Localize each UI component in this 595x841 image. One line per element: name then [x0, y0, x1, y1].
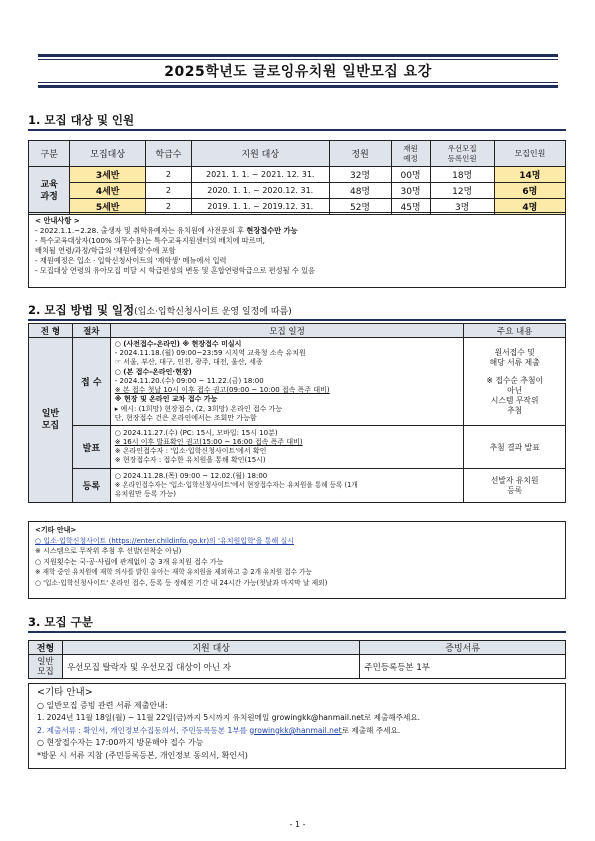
content-line: 선발자 유치원	[490, 475, 539, 485]
content-line: 원서접수 및	[494, 347, 535, 357]
notice-link-line[interactable]: ○ 입소·입학신청사이트 (https://enter.childinfo.go.kr)의 '유치원입학'을 통해 실시	[35, 536, 294, 545]
recruit-table-header	[29, 141, 566, 167]
schedule-line: ※ 온라인접수자 : '입소·입학신청사이트'에서 확인	[114, 447, 267, 455]
schedule-line: ○ 2024.11.27.(수) (PC: 15시, 모바일: 15시 10분)	[114, 428, 278, 437]
step-cell: 등록	[72, 469, 110, 503]
range-cell: 2021. 1. 1. ~ 2021. 12. 31.	[191, 167, 329, 183]
page-title: 2025학년도 글로잉유치원 일반모집 요강	[164, 64, 432, 80]
step-cell: 접 수	[72, 338, 110, 426]
title-banner	[38, 54, 558, 88]
section2-heading	[28, 302, 292, 318]
content-cell: 추첨 결과 발표	[464, 426, 566, 469]
header-cell: 증빙서류	[360, 641, 566, 655]
header-cell: 재원 예정	[391, 141, 430, 167]
content-cell	[464, 469, 566, 503]
notice-line: ○ 일반모집 증빙 관련 서류 제출안내:	[37, 700, 168, 710]
recruit-cell: 14명	[494, 167, 565, 183]
notice-box-2	[28, 521, 566, 599]
capacity-cell: 52명	[329, 199, 391, 215]
notice-text: 2. 제출서류 : 확인서, 개인정보수집동의서, 주민등록등본 1부를	[37, 725, 250, 735]
range-cell: 2019. 1. 1. ~ 2019.12. 31.	[191, 199, 329, 215]
content-spacer	[466, 368, 563, 376]
enrolled-cell: 30명	[391, 183, 430, 199]
content-line: 등록	[507, 485, 523, 495]
notice-line: - 모집대상 연령의 유아모집 미달 시 학급편성의 변동 및 혼합연령학급으로 편성될 수 있음	[35, 266, 315, 275]
schedule-cell	[110, 338, 464, 426]
header-cell: 학급수	[146, 141, 192, 167]
content-cell	[464, 338, 566, 426]
content-line: 추첨	[507, 405, 523, 415]
recruit-cell: 6명	[494, 183, 565, 199]
schedule-line: ☞ 서울, 부산, 대구, 인천, 광주, 대전, 울산, 세종	[114, 358, 263, 367]
priority-cell: 3명	[430, 199, 494, 215]
schedule-line: ※ 본 접수 첫날 10시 이후 접수 권고(09:00 ~ 10:00 접속 폭주 대비)	[114, 386, 330, 395]
schedule-table-header	[29, 324, 566, 338]
notice-line: ○ 현장접수자는 17:00까지 방문해야 접수 가능	[37, 738, 204, 748]
schedule-line: ※ 16시 이후 발표확인 권고(15:00 ~ 16:00 접속 폭주 대비)	[114, 437, 303, 446]
classes-cell: 2	[146, 199, 192, 215]
notice-line: 1. 2024년 11월 18일(월) ~ 11월 22일(금)까지 5시까지 유치원메일 growingkk@hanmail.net로 제출해주세요.	[37, 713, 421, 723]
table-row	[29, 426, 566, 469]
schedule-line: ※ 현장 및 온라인 교차 접수 가능	[114, 395, 218, 404]
recruit-cell: 4명	[494, 199, 565, 215]
section2-heading-sub: (입소·입학신청사이트 운영 일정에 따름)	[134, 307, 292, 317]
notice-title: <기타 안내>	[37, 687, 93, 698]
header-cell: 우선모집 등록인원	[430, 141, 494, 167]
notice-line: *방문 시 서류 지참 (주민등록등본, 개인정보 동의서, 확인서)	[37, 750, 248, 760]
doc-cell: 주민등록등본 1부	[360, 655, 566, 679]
notice-box-1	[28, 212, 566, 288]
enrolled-cell: 45명	[391, 199, 430, 215]
recruit-table	[28, 140, 566, 215]
category-table-header	[29, 641, 566, 655]
section1-heading: 1. 모집 대상 및 인원	[28, 113, 135, 127]
content-line: ※ 접수순 추첨이	[486, 375, 544, 385]
content-line: 시스템 무작위	[490, 395, 539, 405]
capacity-cell: 32명	[329, 167, 391, 183]
enrolled-cell: 00명	[391, 167, 430, 183]
section3-heading: 3. 모집 구분	[28, 615, 93, 629]
schedule-line: ※ 현장접수자 : 접수한 유치원을 통해 확인(15시)	[114, 456, 266, 465]
schedule-line: 단, 현장접수 건은 온라인에서는 조회만 가능함	[114, 413, 257, 422]
notice-line: ○ 지원횟수는 국·공·사립에 관계없이 총 3개 유치원 접수 가능	[35, 557, 224, 566]
schedule-cell	[110, 426, 464, 469]
schedule-line: ○ (사전접수-온라인) ※ 현장접수 미실시	[114, 340, 242, 349]
header-cell: 모집 일정	[110, 324, 464, 338]
table-row	[29, 655, 566, 679]
header-cell: 전형	[29, 641, 63, 655]
step-cell: 발표	[72, 426, 110, 469]
target-cell: 4세반	[70, 183, 146, 199]
classes-cell: 2	[146, 183, 192, 199]
section2-rule	[28, 319, 566, 321]
range-cell: 2020. 1. 1. ~ 2020.12. 31.	[191, 183, 329, 199]
priority-cell: 18명	[430, 167, 494, 183]
notice-title: <기타 안내>	[35, 526, 77, 534]
schedule-cell	[110, 469, 464, 503]
header-cell: 지원 대상	[62, 641, 359, 655]
notice-text: 로 제출해 주세요.	[341, 725, 401, 735]
notice-line	[37, 725, 557, 738]
target-cell: 우선모집 탈락자 및 우선모집 대상이 아닌 자	[62, 655, 359, 679]
header-cell: 정원	[329, 141, 391, 167]
capacity-cell: 48명	[329, 183, 391, 199]
schedule-line: - 2024.11.20.(수) 09:00 ~ 11.22.(금) 18:00	[114, 376, 264, 385]
classes-cell: 2	[146, 167, 192, 183]
notice-line	[35, 226, 559, 236]
schedule-line: ○ 2024.11.28.(목) 09:00 ~ 12.02.(월) 18:00	[114, 471, 268, 480]
header-cell: 구분	[29, 141, 70, 167]
page-number: - 1 -	[289, 820, 306, 829]
notice-line: ※ 시스템으로 무작위 추첨 후 선발(선착순 아님)	[35, 547, 182, 555]
table-row	[29, 183, 566, 199]
email-link[interactable]: growingkk@hanmail.net	[249, 725, 342, 735]
header-cell: 지원 대상	[191, 141, 329, 167]
table-row	[29, 167, 566, 183]
notice-text: - 2022.1.1.~2.28. 출생자 및 취학유예자는 유치원에 사전문의 후	[35, 226, 247, 235]
priority-cell: 12명	[430, 183, 494, 199]
header-cell: 전 형	[29, 324, 73, 338]
header-cell: 절차	[72, 324, 110, 338]
section3-rule	[28, 631, 566, 633]
notice-title: < 안내사항 >	[35, 216, 80, 225]
notice-line: 배치될 연령/과정/학급의 '재원예정'수에 포함	[35, 246, 176, 255]
notice-line: ※ 재학 중인 유치원에 재학 의사를 밝힌 유아는 재학 유치원을 제외하고 총 2개 유치원 접수 가능	[35, 568, 312, 576]
schedule-line: ※ 온라인접수자는 '입소·입학신청사이트'에서 현장접수자는 유치원을 통해 등록 (1개	[114, 480, 358, 489]
table-row	[29, 338, 566, 426]
notice-box-3	[28, 683, 566, 769]
notice-line: - 특수교육대상자(100% 의무수용)는 특수교육지원센터의 배치에 따르며,	[35, 236, 265, 245]
section1-rule	[28, 129, 566, 131]
type-label: 일반 모집	[29, 338, 73, 503]
schedule-table	[28, 323, 566, 503]
header-cell: 모집대상	[70, 141, 146, 167]
header-cell: 주요 내용	[464, 324, 566, 338]
type-label: 일반 모집	[29, 655, 63, 679]
schedule-line: 유치원만 등록 가능)	[114, 490, 177, 499]
notice-emphasis: 현장접수만 가능	[246, 226, 298, 235]
header-cell: 모집인원	[494, 141, 565, 167]
schedule-line: - 2024.11.18.(월) 09:00~23:59 시지역 교육청 소속 유치원	[114, 349, 306, 358]
target-cell: 5세반	[70, 199, 146, 215]
content-line: 해당 서류 제출	[489, 357, 540, 367]
content-line: 아닌	[507, 385, 523, 395]
target-cell: 3세반	[70, 167, 146, 183]
category-table	[28, 640, 566, 679]
schedule-line: ○ (본 접수-온라인·현장)	[114, 367, 192, 376]
group-label: 교육 과정	[29, 167, 70, 215]
section2-heading-text: 2. 모집 방법 및 일정	[28, 303, 135, 317]
schedule-line: ▸ 예시: (1희망) 현장접수, (2, 3희망) 온라인 접수 가능	[114, 404, 283, 413]
table-row	[29, 469, 566, 503]
notice-line: ○ '입소·입학신청사이트' 온라인 접수, 등록 등 정해진 기간 내 24시간 가능(첫날과 마지막 날 제외)	[35, 578, 328, 587]
notice-line: - 재원예정은 입소 · 입학신청사이트의 '재학생' 메뉴에서 입력	[35, 256, 227, 265]
